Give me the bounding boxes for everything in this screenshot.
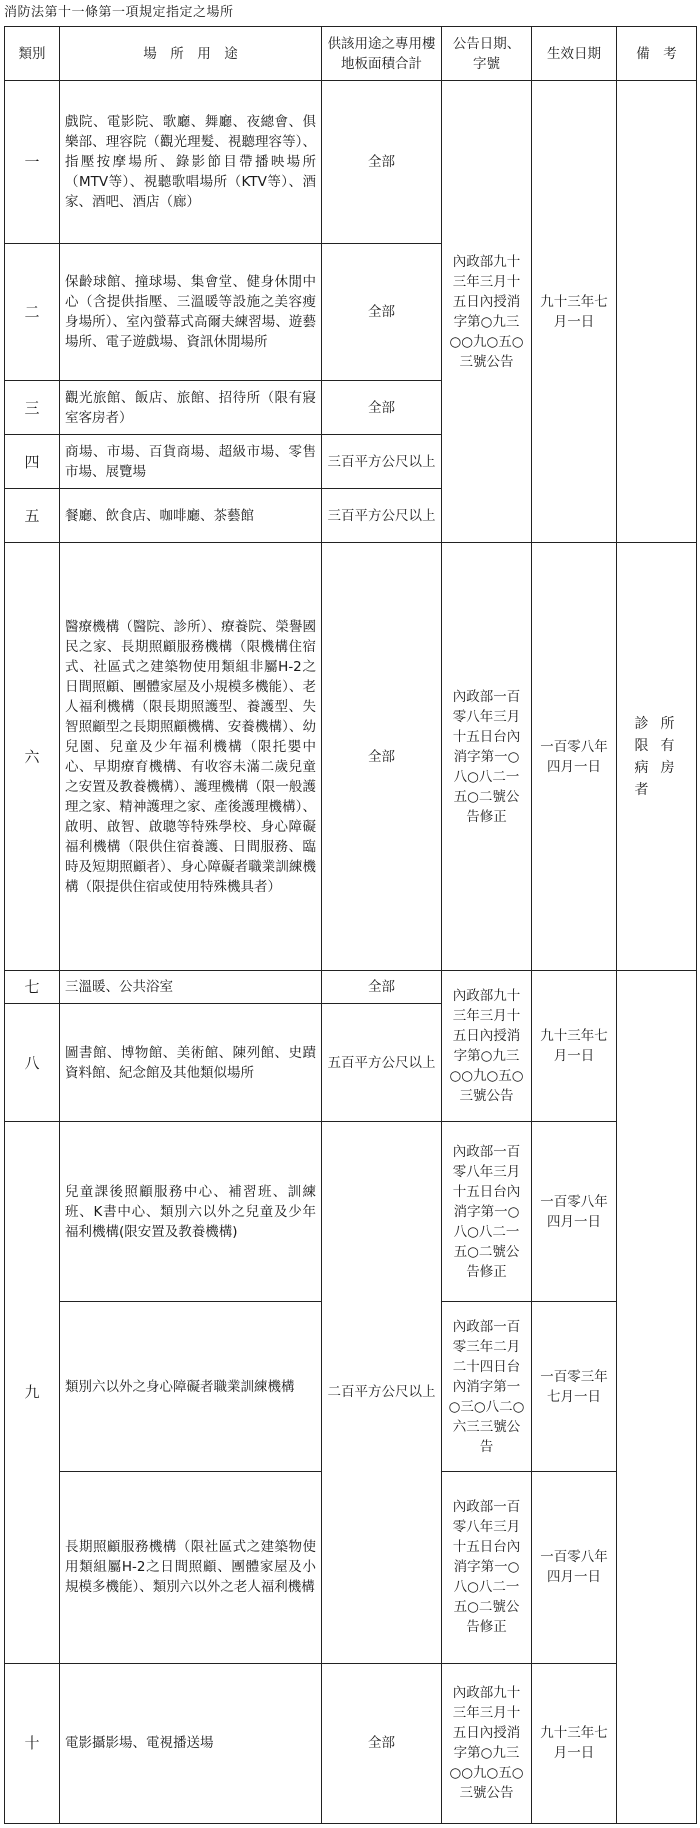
header-announce: 公告日期、字號 <box>442 27 532 81</box>
use-cell: 三溫暖、公共浴室 <box>60 971 322 1004</box>
note-cell <box>617 971 697 1824</box>
table-row <box>5 543 697 971</box>
area-cell: 全部 <box>322 543 442 971</box>
area-cell: 三百平方公尺以上 <box>322 435 442 489</box>
announce-cell: 內政部一百零三年二月二十四日台內消字第一○三○八二○六三三號公告 <box>442 1302 532 1471</box>
table-row <box>5 81 697 244</box>
effective-cell: 一百零三年七月一日 <box>532 1302 617 1471</box>
area-cell: 二百平方公尺以上 <box>322 1121 442 1663</box>
area-cell: 全部 <box>322 971 442 1004</box>
use-cell: 戲院、電影院、歌廳、舞廳、夜總會、俱樂部、理容院（觀光理髮、視聽理容等）、指壓按摩場所、錄影節目帶播映場所（MTV等）、視聽歌唱場所（KTV等）、酒家、酒吧、酒店（廊） <box>60 81 322 244</box>
area-cell: 全部 <box>322 381 442 435</box>
header-effective: 生效日期 <box>532 27 617 81</box>
designated-places-table-wrap <box>4 26 696 1824</box>
table-row <box>5 1663 697 1823</box>
header-row <box>5 27 697 81</box>
use-cell: 商場、市場、百貨商場、超級市場、零售市場、展覽場 <box>60 435 322 489</box>
table-row <box>5 971 697 1004</box>
category-cell: 十 <box>5 1663 60 1823</box>
area-cell: 全部 <box>322 81 442 244</box>
announce-cell: 內政部一百零八年三月十五日台內消字第一○八○八二一五○二號公告修正 <box>442 1471 532 1663</box>
category-cell: 六 <box>5 543 60 971</box>
effective-cell: 一百零八年四月一日 <box>532 1471 617 1663</box>
use-cell: 保齡球館、撞球場、集會堂、健身休閒中心（含提供指壓、三溫暖等設施之美容瘦身場所）、室內螢幕式高爾夫練習場、遊藝場所、電子遊戲場、資訊休閒場所 <box>60 244 322 381</box>
category-cell: 八 <box>5 1004 60 1121</box>
use-cell: 餐廳、飲食店、咖啡廳、茶藝館 <box>60 489 322 543</box>
announce-cell: 內政部九十三年三月十五日內授消字第○九三○○九○五○三號公告 <box>442 81 532 543</box>
table-row <box>5 1121 697 1302</box>
use-cell: 觀光旅館、飯店、旅館、招待所（限有寢室客房者） <box>60 381 322 435</box>
page-title: 消防法第十一條第一項規定指定之場所 <box>4 5 234 20</box>
category-cell: 七 <box>5 971 60 1004</box>
use-cell: 長期照顧服務機構（限社區式之建築物使用類組屬H-2之日間照顧、團體家屋及小規模多機能）、類別六以外之老人福利機構 <box>60 1471 322 1663</box>
category-cell: 三 <box>5 381 60 435</box>
announce-cell: 內政部一百零八年三月十五日台內消字第一○八○八二一五○二號公告修正 <box>442 1121 532 1302</box>
category-cell: 五 <box>5 489 60 543</box>
effective-cell: 一百零八年四月一日 <box>532 1121 617 1302</box>
header-note: 備 考 <box>617 27 697 81</box>
announce-cell: 內政部九十三年三月十五日內授消字第○九三○○九○五○三號公告 <box>442 971 532 1122</box>
announce-cell: 內政部九十三年三月十五日內授消字第○九三○○九○五○三號公告 <box>442 1663 532 1823</box>
designated-places-table <box>4 26 697 1824</box>
header-use: 場 所 用 途 <box>60 27 322 81</box>
use-cell: 電影攝影場、電視播送場 <box>60 1663 322 1823</box>
category-cell: 二 <box>5 244 60 381</box>
category-cell: 九 <box>5 1121 60 1663</box>
effective-cell: 九十三年七月一日 <box>532 1663 617 1823</box>
note-cell <box>617 81 697 543</box>
header-area: 供該用途之專用樓地板面積合計 <box>322 27 442 81</box>
effective-cell: 九十三年七月一日 <box>532 81 617 543</box>
effective-cell: 一百零八年四月一日 <box>532 543 617 971</box>
area-cell: 全部 <box>322 1663 442 1823</box>
area-cell: 全部 <box>322 244 442 381</box>
header-category: 類別 <box>5 27 60 81</box>
category-cell: 四 <box>5 435 60 489</box>
use-cell: 醫療機構（醫院、診所）、療養院、榮譽國民之家、長期照顧服務機構（限機構住宿式、社區式之建築物使用類組非屬H-2之日間照顧、團體家屋及小規模多機能）、老人福利機構（限長期照護型、養護型、失智照顧型之長期照顧機構、安養機構）、幼兒園、兒童及少年福利機構（限托嬰中心、早期療育機構、有收容未滿二歲兒童之安置及教養機構）、護理機構（限一般護理之家、精神護理之家、產後護理機構）、啟明、啟智、啟聰等特殊學校、身心障礙福利機構（限供住宿養護、日間服務、臨時及短期照顧者）、身心障礙者職業訓練機構（限提供住宿或使用特殊機具者） <box>60 543 322 971</box>
note-text: 診所限有病房者 <box>634 715 679 798</box>
use-cell: 圖書館、博物館、美術館、陳列館、史蹟資料館、紀念館及其他類似場所 <box>60 1004 322 1121</box>
area-cell: 三百平方公尺以上 <box>322 489 442 543</box>
announce-cell: 內政部一百零八年三月十五日台內消字第一○八○八二一五○二號公告修正 <box>442 543 532 971</box>
effective-cell: 九十三年七月一日 <box>532 971 617 1122</box>
category-cell: 一 <box>5 81 60 244</box>
note-cell <box>617 543 697 971</box>
use-cell: 兒童課後照顧服務中心、補習班、訓練班、K書中心、類別六以外之兒童及少年福利機構(限安置及教養機構) <box>60 1121 322 1302</box>
use-cell: 類別六以外之身心障礙者職業訓練機構 <box>60 1302 322 1471</box>
area-cell: 五百平方公尺以上 <box>322 1004 442 1121</box>
